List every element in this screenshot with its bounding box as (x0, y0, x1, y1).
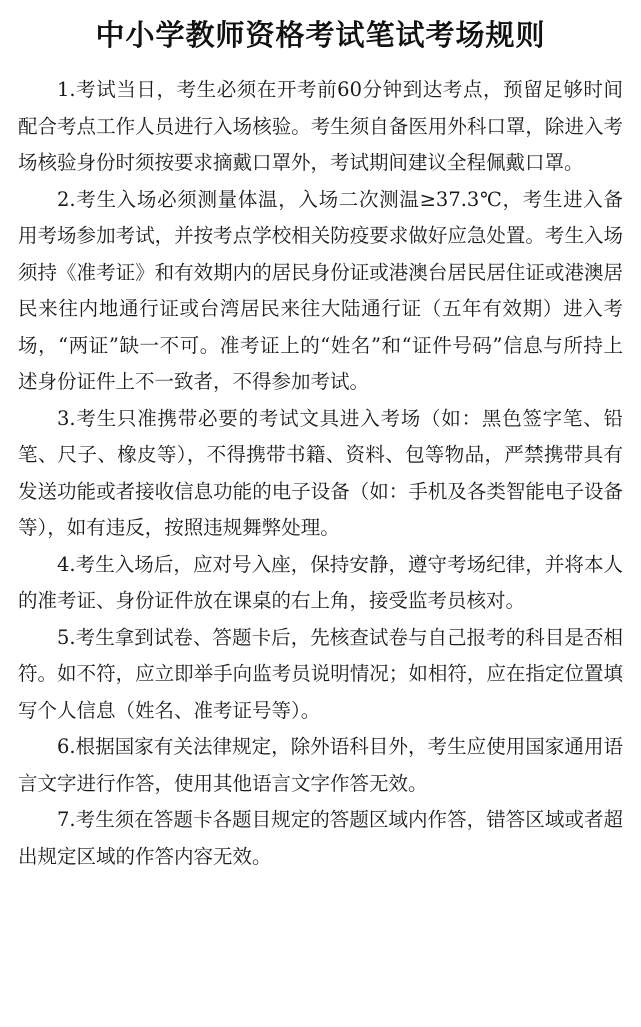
rule-item-2: 2.考生入场必须测量体温，入场二次测温≥37.3℃，考生进入备用考场参加考试，并按考点学校相关防疫要求做好应急处置。考生入场须持《准考证》和有效期内的居民身份证或港澳台居民居住证或港澳居民来往内地通行证或台湾居民来往大陆通行证（五年有效期）进入考场，“两证”缺一不可。准考证上的“姓名”和“证件号码”信息与所持上述身份证件上不一致者，不得参加考试。 (18, 187, 623, 393)
rule-item-7: 7.考生须在答题卡各题目规定的答题区域内作答，错答区域或者超出规定区域的作答内容无效。 (18, 808, 623, 868)
document-title: 中小学教师资格考试笔试考场规则 (95, 18, 546, 52)
rule-item-5: 5.考生拿到试卷、答题卡后，先核查试卷与自己报考的科目是否相符。如不符，应立即举手向监考员说明情况；如相符，应在指定位置填写个人信息（姓名、准考证号等）。 (18, 625, 623, 722)
rule-item-6: 6.根据国家有关法律规定，除外语科目外，考生应使用国家通用语言文字进行作答，使用其他语言文字作答无效。 (18, 735, 623, 795)
rule-item-1: 1.考试当日，考生必须在开考前60分钟到达考点，预留足够时间配合考点工作人员进行入场核验。考生须自备医用外科口罩，除进入考场核验身份时须按要求摘戴口罩外，考试期间建议全程佩戴口罩。 (18, 78, 623, 174)
rule-item-3: 3.考生只准携带必要的考试文具进入考场（如：黑色签字笔、铅笔、尺子、橡皮等），不得携带书籍、资料、包等物品，严禁携带具有发送功能或者接收信息功能的电子设备（如：手机及各类智能电子设备等），如有违反，按照违规舞弊处理。 (18, 406, 623, 539)
rule-item-4: 4.考生入场后，应对号入座，保持安静，遵守考场纪律，并将本人的准考证、身份证件放在课桌的右上角，接受监考员核对。 (18, 552, 623, 612)
rules-list (18, 72, 623, 875)
